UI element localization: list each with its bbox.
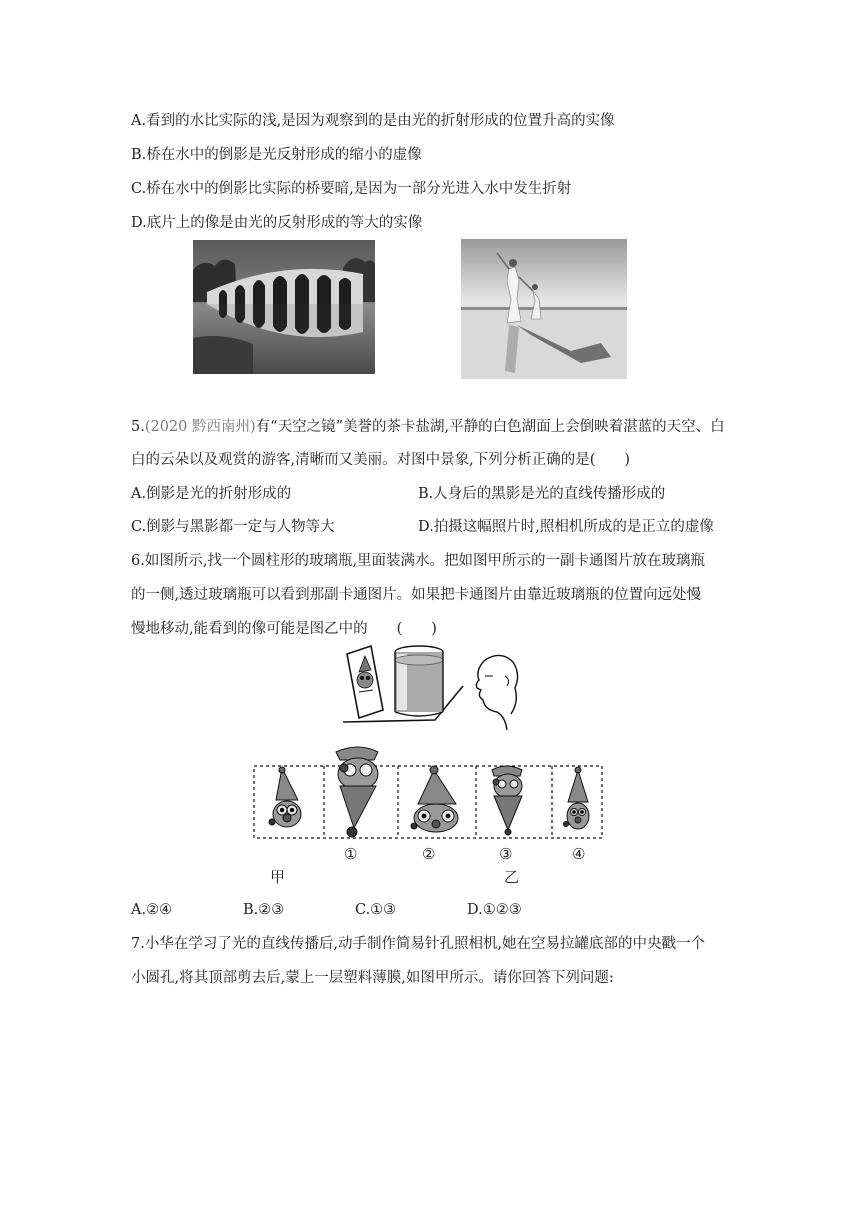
q4-option-c: C.桥在水中的倒影比实际的桥要暗,是因为一部分光进入水中发生折射 xyxy=(131,181,572,197)
figure-number-2: ② xyxy=(422,845,436,863)
cartoon-jia xyxy=(269,767,301,827)
cartoon-1 xyxy=(336,747,378,837)
figure-number-4: ④ xyxy=(572,845,586,863)
figure-label-jia: 甲 xyxy=(270,868,286,886)
cartoon-3 xyxy=(492,766,522,835)
q7-text-line1: 7.小华在学习了光的直线传播后,动手制作简易针孔照相机,她在空易拉罐底部的中央戳一个 xyxy=(131,936,706,952)
q5-text-line2: 白的云朵以及观赏的游客,清晰而又美丽。对图中景象,下列分析正确的是( ) xyxy=(131,452,631,468)
q5-number: 5. xyxy=(131,419,145,435)
figure-label-yi: 乙 xyxy=(504,868,520,886)
q4-option-b: B.桥在水中的倒影是光反射形成的缩小的虚像 xyxy=(131,147,422,163)
bottle-setup-figure xyxy=(335,640,525,740)
cartoon-2 xyxy=(411,766,458,832)
bridge-photo xyxy=(193,240,375,374)
q6-option-d: D.①②③ xyxy=(467,902,522,918)
q4-option-a: A.看到的水比实际的浅,是因为观察到的是由光的折射形成的位置升高的实像 xyxy=(131,113,615,129)
q4-option-d: D.底片上的像是由光的反射形成的等大的实像 xyxy=(131,215,423,231)
q6-option-a: A.②④ xyxy=(131,902,173,918)
q5-text-line1 xyxy=(131,417,725,437)
figure-number-1: ① xyxy=(344,845,358,863)
q7-text-line2: 小圆孔,将其顶部剪去后,蒙上一层塑料薄膜,如图甲所示。请你回答下列问题: xyxy=(131,970,614,986)
salt-lake-photo xyxy=(461,239,627,379)
q5-text: 有“天空之镜”美誉的茶卡盐湖,平静的白色湖面上会倒映着湛蓝的天空、白 xyxy=(255,419,725,435)
q5-option-b: B.人身后的黑影是光的直线传播形成的 xyxy=(418,486,666,502)
q6-option-b: B.②③ xyxy=(243,902,285,918)
figure-number-3: ③ xyxy=(499,845,513,863)
q5-source: (2020 黔西南州) xyxy=(144,419,256,435)
q6-text-line3: 慢地移动,能看到的像可能是图乙中的 ( ) xyxy=(131,621,437,637)
q6-option-c: C.①③ xyxy=(355,902,397,918)
q6-text-line1: 6.如图所示,找一个圆柱形的玻璃瓶,里面装满水。把如图甲所示的一副卡通图片放在玻璃瓶 xyxy=(131,553,706,569)
q5-option-d: D.拍摄这幅照片时,照相机所成的是正立的虚像 xyxy=(418,519,714,535)
q6-text-line2: 的一侧,透过玻璃瓶可以看到那副卡通图片。如果把卡通图片由靠近玻璃瓶的位置向远处慢 xyxy=(131,587,702,603)
q5-option-c: C.倒影与黑影都一定与人物等大 xyxy=(131,519,335,535)
cartoon-images-figure xyxy=(252,742,604,842)
cartoon-4 xyxy=(564,767,590,829)
q5-option-a: A.倒影是光的折射形成的 xyxy=(131,486,292,502)
